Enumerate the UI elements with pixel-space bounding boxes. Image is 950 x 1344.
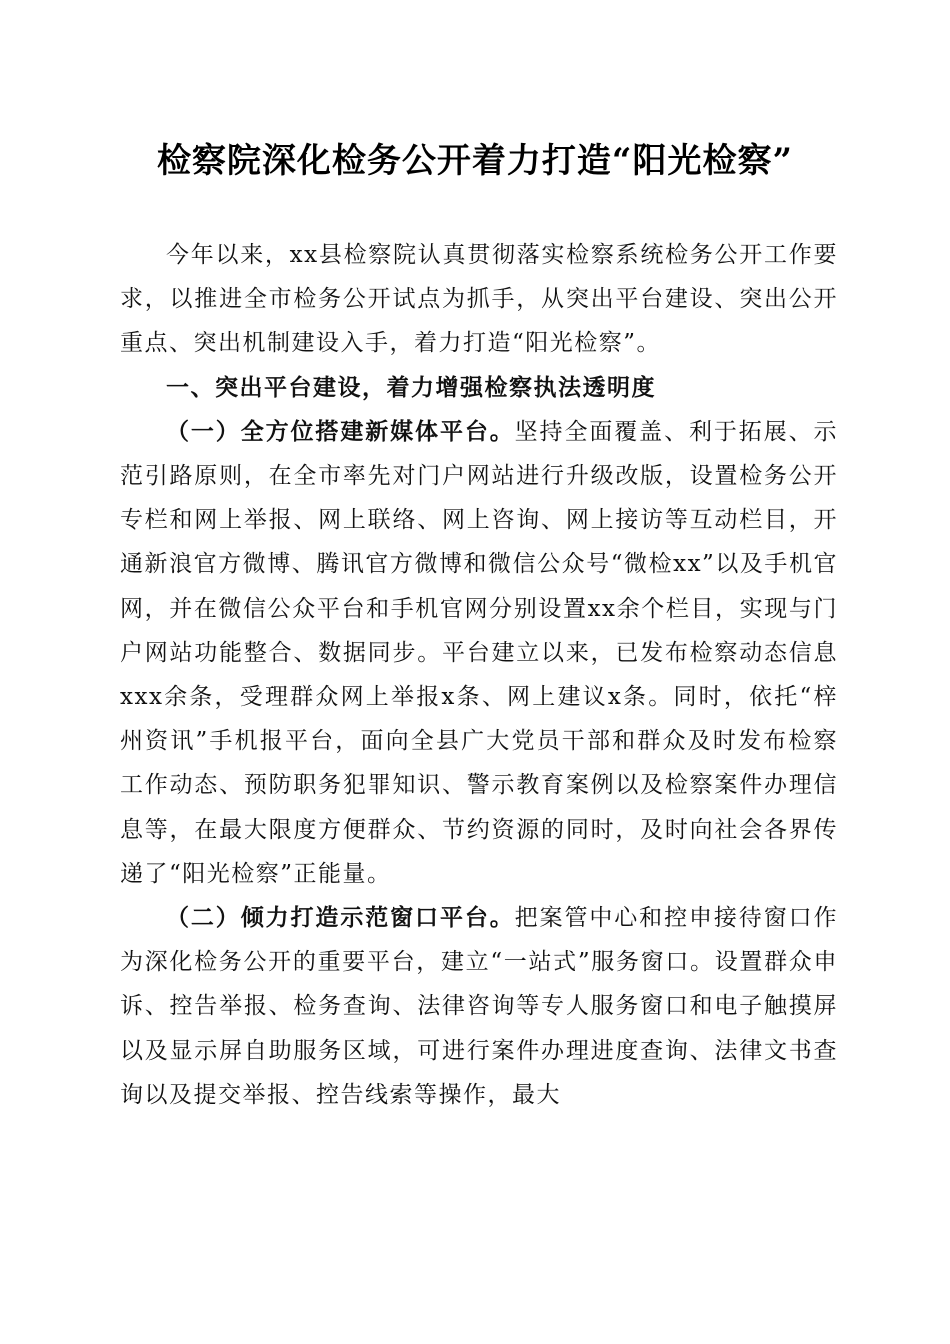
section-heading: 一、突出平台建设，着力增强检察执法透明度 [166, 374, 656, 401]
paragraph-lead: （二）倾力打造示范窗口平台。 [166, 904, 515, 932]
document-title: 检察院深化检务公开着力打造“阳光检察” [156, 141, 794, 181]
paragraph-lead: （一）全方位搭建新媒体平台。 [166, 417, 515, 445]
document-body [120, 233, 838, 1117]
intro-paragraph: 今年以来，xx县检察院认真贯彻落实检察系统检务公开工作要求，以推进全市检务公开试点为抓手，从突出平台建设、突出公开重点、突出机制建设入手，着力打造“阳光检察”。 [120, 242, 838, 357]
paragraph-window [120, 896, 838, 1117]
paragraph-text: 把案管中心和控申接待窗口作为深化检务公开的重要平台，建立“一站式”服务窗口。设置群众申诉、控告举报、检务查询、法律咨询等专人服务窗口和电子触摸屏以及显示屏自助服务区域，可进行案件办理进度查询、法律文书查询以及提交举报、控告线索等操作，最大 [120, 905, 839, 1108]
paragraph-text: 坚持全面覆盖、利于拓展、示范引路原则，在全市率先对门户网站进行升级改版，设置检务公开专栏和网上举报、网上联络、网上咨询、网上接访等互动栏目，开通新浪官方微博、腾讯官方微博和微信公众号“微检xx”以及手机官网，并在微信公众平台和手机官网分别设置xx余个栏目，实现与门户网站功能整合、数据同步。平台建立以来，已发布检察动态信息xxx余条，受理群众网上举报x条、网上建议x条。同时，依托“梓州资讯”手机报平台，面向全县广大党员干部和群众及时发布检察工作动态、预防职务犯罪知识、警示教育案例以及检察案件办理信息等，在最大限度方便群众、节约资源的同时，及时向社会各界传递了“阳光检察”正能量。 [120, 418, 839, 887]
paragraph-platform [120, 410, 838, 896]
